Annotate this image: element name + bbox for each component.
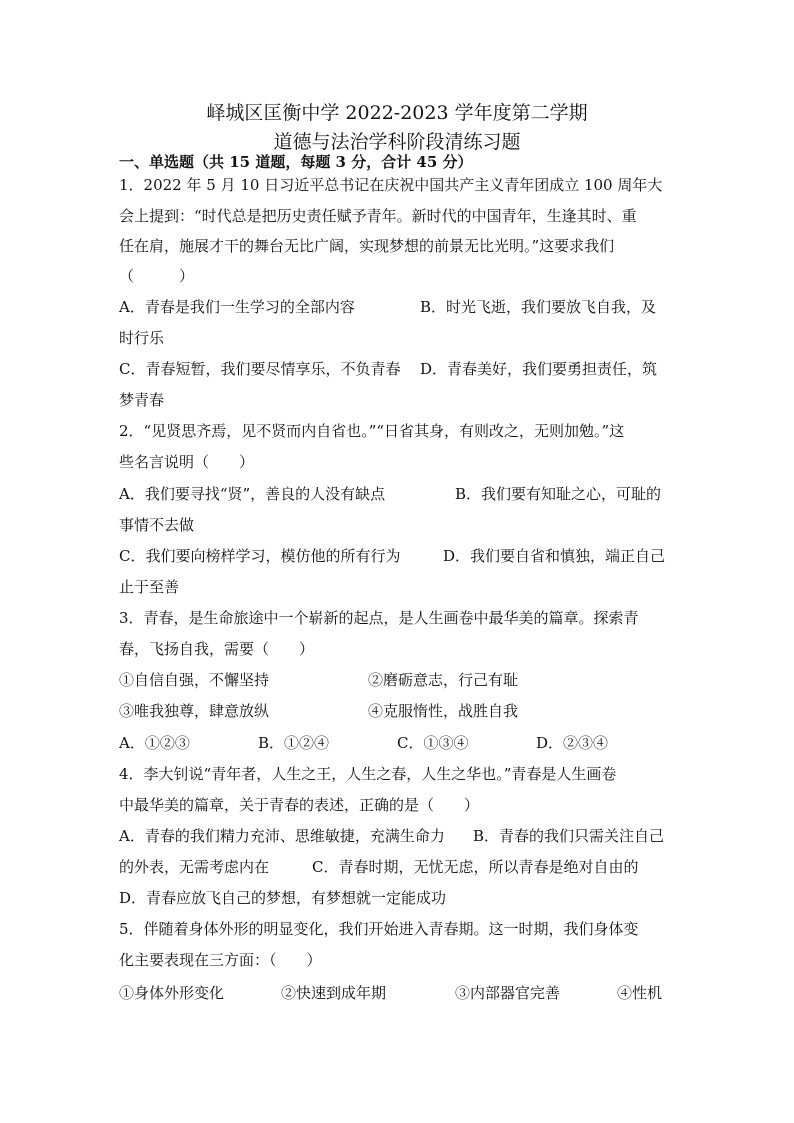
q4-option-c: C．青春时期，无忧无虑，所以青春是绝对自由的 [312,858,639,876]
q3-statement-4: ④克服惰性，战胜自我 [368,702,519,720]
q3-option-a: A．①②③ [119,734,190,752]
exam-title-line1: 峄城区匡衡中学 2022-2023 学年度第二学期 [206,102,588,124]
q5-statement-3: ③内部器官完善 [455,984,561,1002]
q1-option-c: C．青春短暂，我们要尽情享乐，不负青春 [119,360,401,378]
q5-statement-1: ①身体外形变化 [119,984,225,1002]
q1-stem-line3: 任在肩，施展才干的舞台无比广阔，实现梦想的前景无比光明。”这要求我们 [119,237,615,255]
q1-stem-line1: 1．2022 年 5 月 10 日习近平总书记在庆祝中国共产主义青年团成立 100 周年大 [119,176,663,194]
q2-stem-line1: 2．“见贤思齐焉，见不贤而内自省也。”“日省其身，有则改之，无则加勉。”这 [119,422,625,440]
q5-stem-line1: 5．伴随着身体外形的明显变化，我们开始进入青春期。这一时期，我们身体变 [119,920,639,938]
q5-stem-line2: 化主要表现在三方面：（ ） [119,951,322,969]
q2-option-b-cont: 事情不去做 [119,516,195,534]
q3-statement-2: ②磨砺意志，行己有耻 [368,671,519,689]
section-heading: 一、单选题（共 15 道题，每题 3 分，合计 45 分） [119,153,473,171]
q2-stem-line2: 些名言说明（ ） [119,453,255,471]
q2-option-a: A．我们要寻找“贤”，善良的人没有缺点 [119,485,386,503]
q3-stem-line2: 春，飞扬自我，需要（ ） [119,640,315,658]
q5-statement-2: ②快速到成年期 [281,984,387,1002]
q1-stem-line2: 会上提到：“时代总是把历史责任赋予青年。新时代的中国青年，生逢其时、重 [119,207,637,225]
q1-option-b-cont: 时行乐 [119,329,165,347]
q5-statement-4: ④性机 [617,984,663,1002]
exam-title-line2: 道德与法治学科阶段清练习题 [273,131,521,153]
q2-option-b: B．我们要有知耻之心，可耻的 [455,485,662,503]
q1-stem-line4: （ ） [119,267,195,285]
q4-option-d: D．青春应放飞自己的梦想，有梦想就一定能成功 [119,889,447,907]
q2-option-c: C．我们要向榜样学习，模仿他的所有行为 [119,547,401,565]
q3-statement-3: ③唯我独尊，肆意放纵 [119,702,270,720]
q3-option-c: C．①③④ [397,734,469,752]
q1-option-a: A．青春是我们一生学习的全部内容 [119,298,355,316]
q4-option-b-cont: 的外表，无需考虑内在 [119,858,270,876]
q3-option-d: D．②③④ [536,734,609,752]
q4-option-b: B．青春的我们只需关注自己 [473,827,665,845]
q3-option-b: B．①②④ [258,734,330,752]
q2-option-d: D．我们要自省和慎独，端正自己 [443,547,666,565]
q1-option-b: B．时光飞逝，我们要放飞自我，及 [420,298,657,316]
q3-stem-line1: 3．青春，是生命旅途中一个崭新的起点，是人生画卷中最华美的篇章。探索青 [119,609,639,627]
q1-option-d: D．青春美好，我们要勇担责任，筑 [420,360,658,378]
q4-stem-line2: 中最华美的篇章，关于青春的表述，正确的是（ ） [119,796,480,814]
q3-statement-1: ①自信自强，不懈坚持 [119,671,270,689]
q4-stem-line1: 4．李大钊说“青年者，人生之王，人生之春，人生之华也。”青春是人生画卷 [119,765,617,783]
q1-option-d-cont: 梦青春 [119,391,165,409]
q4-option-a: A．青春的我们精力充沛、思维敏捷，充满生命力 [119,827,445,845]
q2-option-d-cont: 止于至善 [119,578,180,596]
